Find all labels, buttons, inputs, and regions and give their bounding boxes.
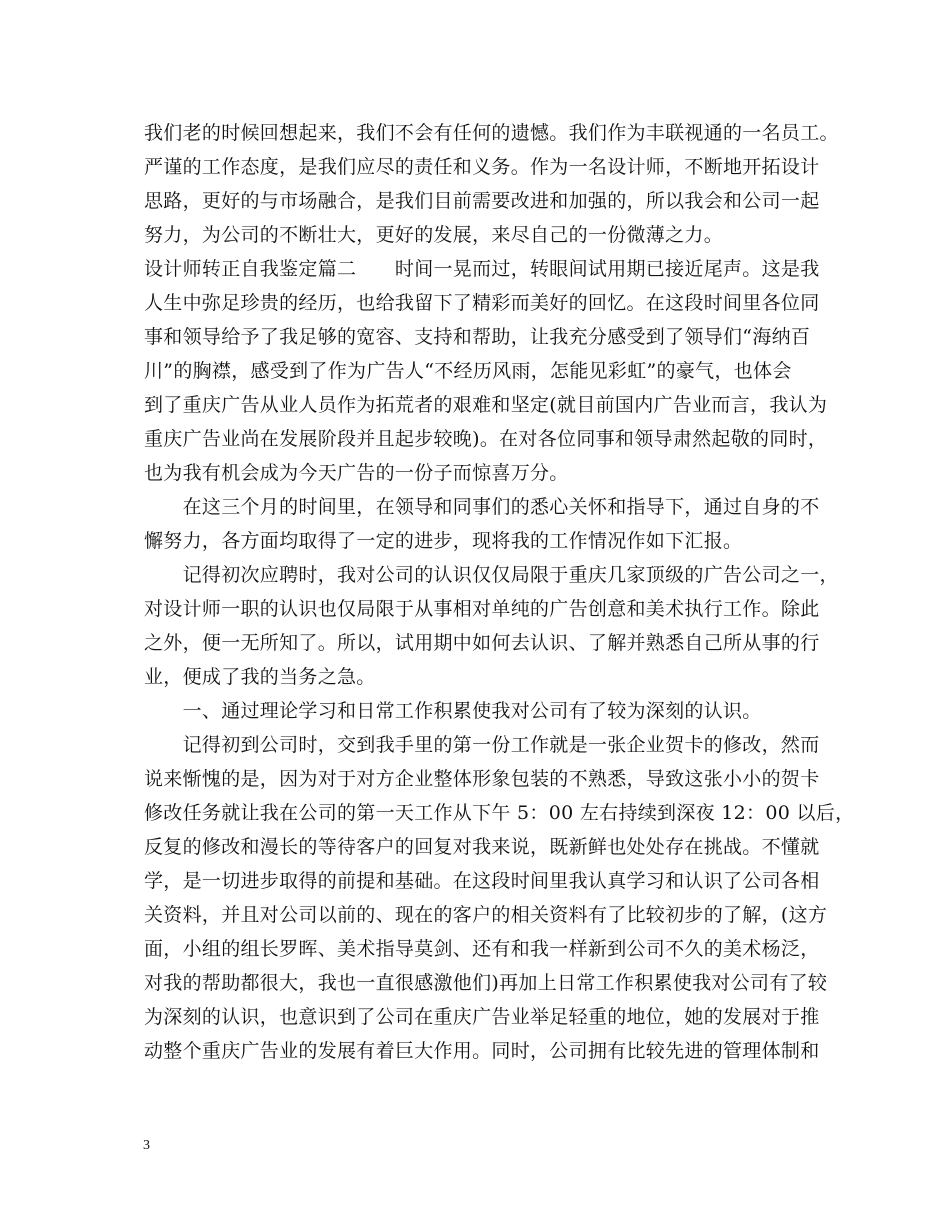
text-line: 说来惭愧的是，因为对于对方企业整体形象包装的不熟悉，导致这张小小的贺卡 [144,768,820,790]
text-line: 面，小组的组长罗晖、美术指导莫剑、还有和我一样新到公司不久的美术杨泛， [144,938,820,960]
subheading-line: 一、通过理论学习和日常工作积累使我对公司有了较为深刻的认识。 [144,700,762,722]
text-line: 懈努力，各方面均取得了一定的进步，现将我的工作情况作如下汇报。 [144,530,743,552]
text-line: 严谨的工作态度，是我们应尽的责任和义务。作为一名设计师，不断地开拓设计 [144,156,820,178]
text-line: 修改任务就让我在公司的第一天工作从下午 5：00 左右持续到深夜 12：00 以后， [144,802,855,824]
text-line: 事和领导给予了我足够的宽容、支持和帮助，让我充分感受到了领导们“海纳百 [144,326,811,348]
text-line: 到了重庆广告从业人员作为拓荒者的艰难和坚定(就目前国内广告业而言，我认为 [144,394,828,416]
text-line: 在这三个月的时间里，在领导和同事们的悉心关怀和指导下，通过自身的不 [144,496,820,518]
text-line: 为深刻的认识，也意识到了公司在重庆广告业举足轻重的地位，她的发展对于推 [144,1006,820,1028]
body-text [144,116,855,1068]
text-line: 川”的胸襟，感受到了作为广告人“不经历风雨，怎能见彩虹”的豪气，也体会 [144,360,792,382]
text-line: 人生中弥足珍贵的经历，也给我留下了精彩而美好的回忆。在这段时间里各位同 [144,292,820,314]
text-line: 努力，为公司的不断壮大，更好的发展，来尽自己的一份微薄之力。 [144,224,724,246]
page-number: 3 [143,1138,150,1153]
text-line: 对我的帮助都很大，我也一直很感激他们)再加上日常工作积累使我对公司有了较 [144,972,828,994]
text-line: 也为我有机会成为今天广告的一份子而惊喜万分。 [144,462,569,484]
text-line: 学，是一切进步取得的前提和基础。在这段时间里我认真学习和认识了公司各相 [144,870,820,892]
text-line: 反复的修改和漫长的等待客户的回复对我来说，既新鲜也处处存在挑战。不懂就 [144,836,820,858]
text-line: 业，便成了我的当务之急。 [144,666,376,688]
text-line: 之外，便一无所知了。所以，试用期中如何去认识、了解并熟悉自己所从事的行 [144,632,820,654]
text-line: 动整个重庆广告业的发展有着巨大作用。同时，公司拥有比较先进的管理体制和 [144,1040,820,1062]
text-line: 我们老的时候回想起来，我们不会有任何的遗憾。我们作为丰联视通的一名员工。 [144,122,839,144]
section-heading-line: 设计师转正自我鉴定篇二 时间一晃而过，转眼间试用期已接近尾声。这是我 [144,258,820,280]
text-line: 关资料，并且对公司以前的、现在的客户的相关资料有了比较初步的了解，(这方 [144,904,828,926]
text-line: 记得初到公司时，交到我手里的第一份工作就是一张企业贺卡的修改，然而 [144,734,820,756]
text-line: 重庆广告业尚在发展阶段并且起步较晚)。在对各位同事和领导肃然起敬的同时， [144,428,828,450]
text-line: 思路，更好的与市场融合，是我们目前需要改进和加强的，所以我会和公司一起 [144,190,820,212]
text-line: 对设计师一职的认识也仅局限于从事相对单纯的广告创意和美术执行工作。除此 [144,598,820,620]
text-line: 记得初次应聘时，我对公司的认识仅仅局限于重庆几家顶级的广告公司之一， [144,564,839,586]
